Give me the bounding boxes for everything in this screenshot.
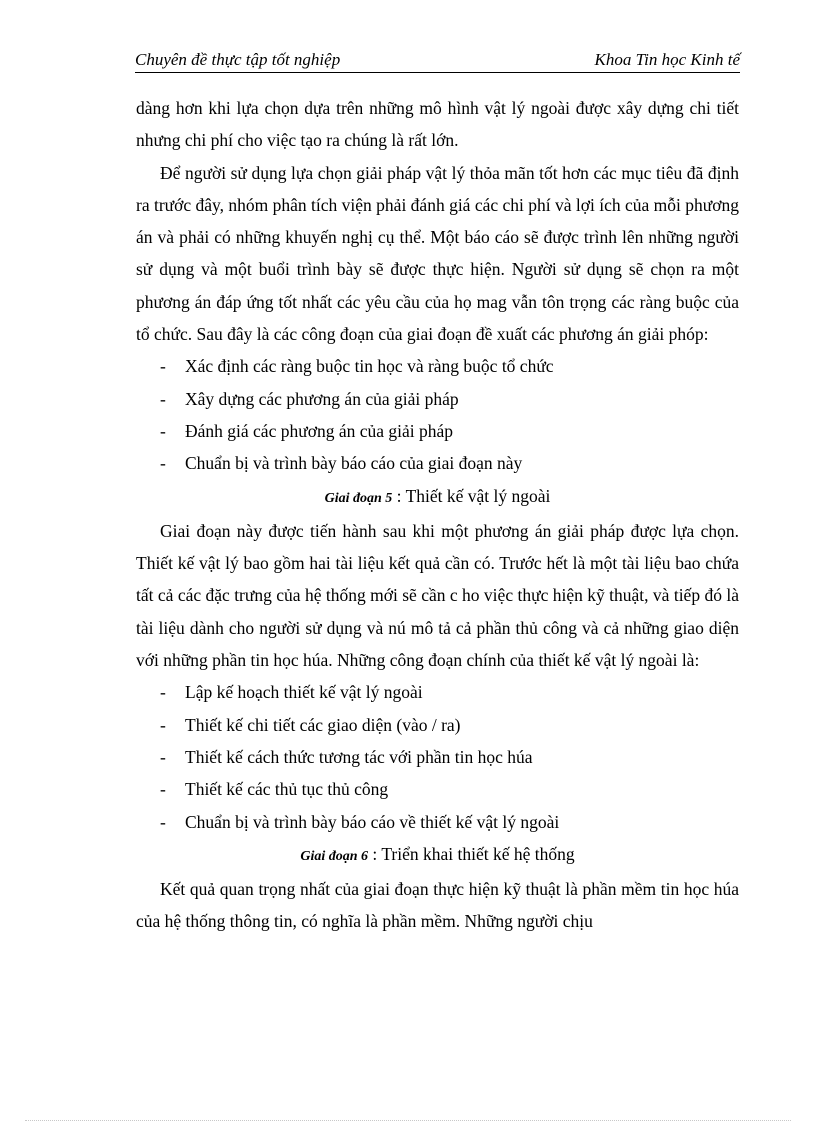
bullet-list-2 [136,676,739,837]
paragraph-4: Kết quả quan trọng nhất của giai đoạn thực hiện kỹ thuật là phần mềm tin học húa của hệ thống thông tin, có nghĩa là phần mềm. Những người chịu [136,879,739,932]
list-item: - Đánh giá các phương án của giải pháp [160,420,454,441]
bullet-list-1 [136,350,739,479]
section-heading-6 [136,838,739,873]
heading-6-text: : Triển khai thiết kế hệ thống [372,843,575,864]
header-left-title: Chuyên đề thực tập tốt nghiệp [135,50,341,69]
section-heading-5 [136,480,739,515]
paragraph-3: Giai đoạn này được tiến hành sau khi một phương án giải pháp được lựa chọn. Thiết kế vật lý bao gồm hai tài liệu kết quả cần có. Trước hết là một tài liệu bao chứa tất cả các đặc trưng của hệ thống mới sẽ cần c ho việc thực hiện kỹ thuật, và tiếp đó là tài liệu dành cho người sử dụng và nú mô tả cả phần thủ công và cả những giao diện với những phần tin học húa. Những công đoạn chính của thiết kế vật lý ngoài là: [136,520,739,671]
paragraph-1: dàng hơn khi lựa chọn dựa trên những mô hình vật lý ngoài được xây dựng chi tiết nhưng chi phí cho việc tạo ra chúng là rất lớn. [136,98,739,151]
paragraph-2: Để người sử dụng lựa chọn giải pháp vật lý thỏa mãn tốt hơn các mục tiêu đã định ra trước đây, nhóm phân tích viện phải đánh giá các chi phí và lợi ích của mỗi phương án và phải có những khuyến nghị cụ thể. Một báo cáo sẽ được trình lên những người sử dụng và một buổi trình bày sẽ được thực hiện. Người sử dụng sẽ chọn ra một phương án đáp ứng tốt nhất các yêu cầu của họ mag vẫn tôn trọng các ràng buộc của tổ chức. Sau đây là các công đoạn của giai đoạn đề xuất các phương án giải phóp: [136,162,739,345]
list-item: - Chuẩn bị và trình bày báo cáo về thiết kế vật lý ngoài [160,811,560,832]
list-item: - Thiết kế cách thức tương tác với phần tin học húa [160,746,533,767]
footer-divider [25,1120,791,1121]
list-item: - Xác định các ràng buộc tin học và ràng buộc tổ chức [160,356,554,377]
list-item: - Chuẩn bị và trình bày báo cáo của giai đoạn này [160,453,523,474]
document-body [136,92,739,938]
list-item: - Lập kế hoạch thiết kế vật lý ngoài [160,682,423,703]
page-header [135,48,740,73]
list-item: - Thiết kế các thủ tục thủ công [160,779,389,800]
list-item: - Xây dựng các phương án của giải pháp [160,388,459,409]
heading-6-label: Giai đoạn 6 [300,848,369,864]
list-item: - Thiết kế chi tiết các giao diện (vào / ra) [160,714,461,735]
header-right-title: Khoa Tin học Kinh tế [594,50,740,69]
heading-5-label: Giai đoạn 5 [324,490,393,506]
heading-5-text: : Thiết kế vật lý ngoài [396,485,551,506]
